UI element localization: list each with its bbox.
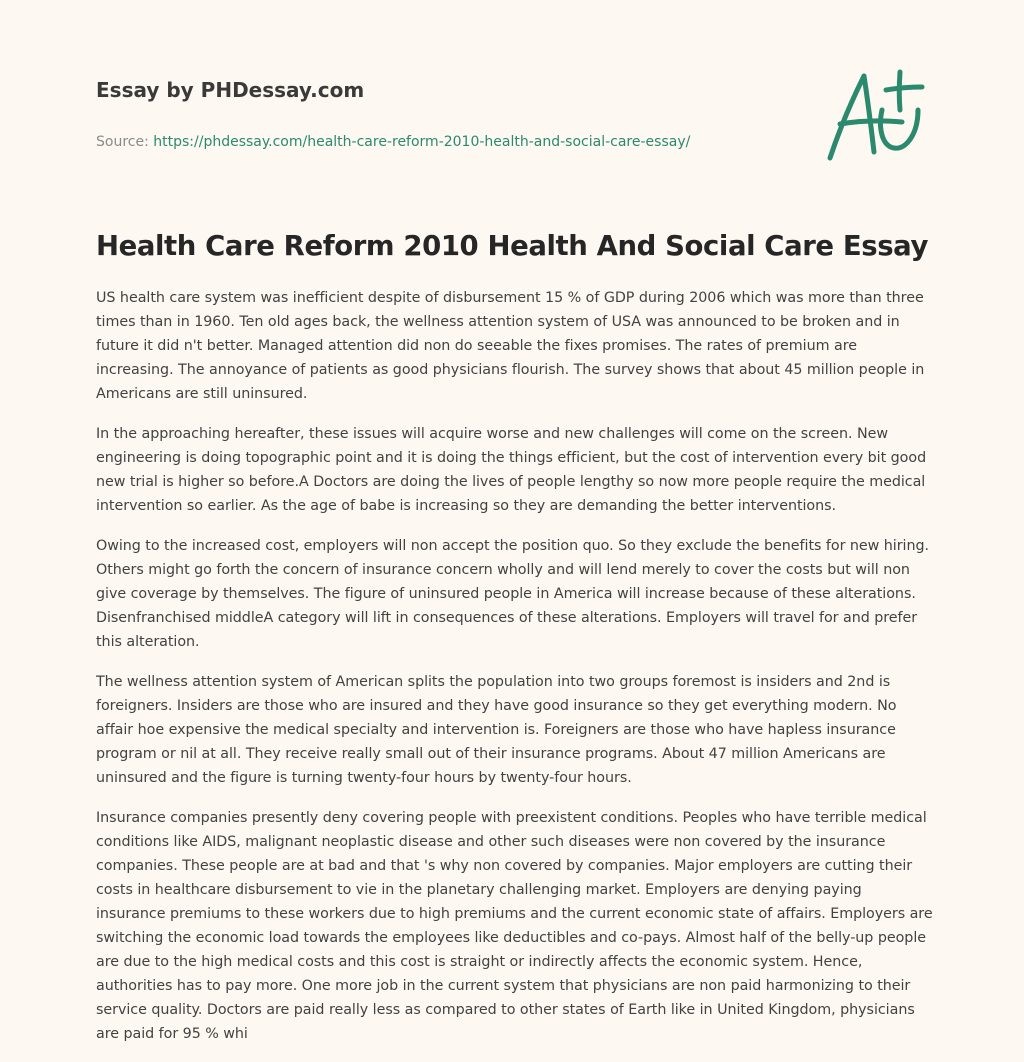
- essay-title: Health Care Reform 2010 Health And Social Care Essay: [96, 230, 928, 262]
- essay-paragraph: US health care system was inefficient despite of disbursement 15 % of GDP during 2006 which was more than three times than in 1960. Ten old ages back, the wellness attention system of USA was announced to be broken and in future it did n't better. Managed attention did non do seeable the fixes promises. The rates of premium are increasing. The annoyance of patients as good physicians flourish. The survey shows that about 45 million people in Americans are still uninsured.: [96, 290, 925, 402]
- essay-paragraph: The wellness attention system of American splits the population into two groups foremost is insiders and 2nd is foreigners. Insiders are those who are insured and they have good insurance so they get everything modern. No affair hoe expensive the medical specialty and intervention is. Foreigners are those who have hapless insurance program or nil at all. They receive really small out of their insurance programs. About 47 million Americans are uninsured and the figure is turning twenty-four hours by twenty-four hours.: [96, 674, 897, 786]
- source-label: Source:: [96, 134, 149, 150]
- source-line: [96, 132, 796, 152]
- essay-paragraph: In the approaching hereafter, these issues will acquire worse and new challenges will come on the screen. New engineering is doing topographic point and it is doing the things efficient, but the cost of intervention every bit good new trial is higher so before.A Doctors are doing the lives of people lengthy so now more people require the medical intervention so earlier. As the age of babe is increasing so they are demanding the better interventions.: [96, 426, 927, 514]
- a-plus-icon: [820, 66, 930, 166]
- page-header: [96, 76, 796, 152]
- source-link[interactable]: https://phdessay.com/health-care-reform-2010-health-and-social-care-essay/: [153, 134, 691, 150]
- essay-paragraph: Owing to the increased cost, employers will non accept the position quo. So they exclude the benefits for new hiring. Others might go forth the concern of insurance concern wholly and will lend merely to cover the costs but will non give coverage by themselves. The figure of uninsured people in America will increase because of these alterations. Disenfranchised middleA category will lift in consequences of these alterations. Employers will travel for and prefer this alteration.: [96, 538, 930, 650]
- essay-content: [96, 226, 934, 1062]
- site-title: Essay by PHDessay.com: [96, 78, 365, 102]
- essay-paragraph: Insurance companies presently deny covering people with preexistent conditions. Peoples who have terrible medical conditions like AIDS, malignant neoplastic disease and other such diseases were non covered by the insurance companies. These people are at bad and that 's why non covered by companies. Major employers are cutting their costs in healthcare disbursement to vie in the planetary challenging market. Employers are denying paying insurance premiums to these workers due to high premiums and the current economic state of affairs. Employers are switching the economic load towards the employees like deductibles and co-pays. Almost half of the belly-up people are due to the high medical costs and this cost is straight or indirectly affects the economic system. Hence, authorities has to pay more. One more job in the current system that physicians are non paid harmonizing to their service quality. Doctors are paid really less as compared to other states of Earth like in United Kingdom, physicians are paid for 95 % whi: [96, 810, 933, 1042]
